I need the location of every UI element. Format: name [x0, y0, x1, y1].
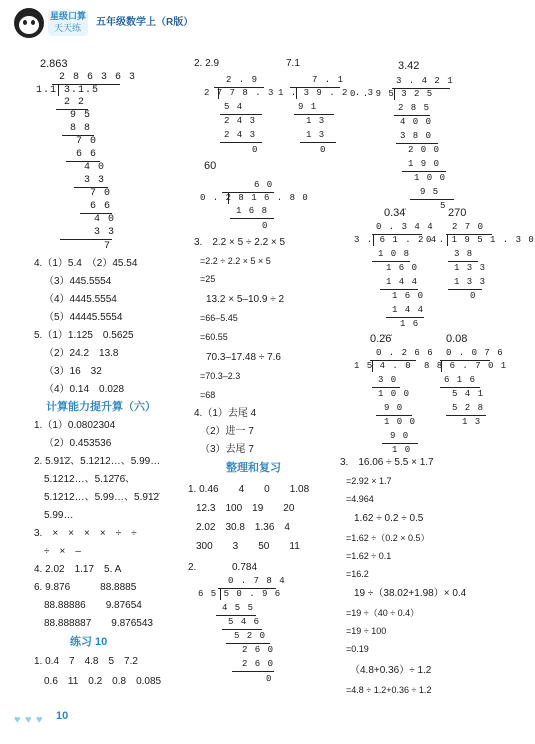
heart-icon: ♥: [14, 714, 21, 726]
label-008: 0.08: [446, 333, 468, 345]
c6-line: 88.888887 9.876543: [44, 618, 153, 629]
c3-q3-line: =19 ÷（40 ÷ 0.4）: [346, 608, 420, 618]
div-e-row: 1 9 0: [408, 159, 441, 169]
c2-line: 5.99…: [44, 510, 74, 521]
c3-q3-line: =0.19: [346, 644, 369, 654]
c2-line: 5.1212…、5.12̇76̇、: [44, 474, 136, 485]
div-i-row: 6 1 6: [444, 375, 477, 385]
div-i-row: 5 2 8: [452, 403, 485, 413]
div-e-row: 5: [440, 201, 447, 211]
section-title-calc: 计算能力提升算（六）: [46, 401, 156, 413]
div-h-quotient: 0 . 2 6 6: [376, 348, 434, 358]
c3-q3-line: =4.8 ÷ 1.2+0.36 ÷ 1.2: [346, 685, 432, 695]
div-e-row: 4 0 0: [400, 117, 433, 127]
e1-line: 0.6 11 0.2 0.8 0.085: [44, 676, 162, 687]
c2-q3-line: =60.55: [200, 332, 228, 342]
ld-row: 6 6: [90, 201, 112, 212]
c2-top-label: 7.1: [286, 58, 300, 69]
q4-line: （3）445.5554: [44, 276, 112, 287]
c2-q3-line: =70.3–2.3: [200, 371, 241, 381]
ld-row: 9 5: [70, 110, 92, 121]
div-f-row: 1 6 0: [386, 263, 419, 273]
c3-q3-line: 19 ÷（38.02+1.98）× 0.4: [354, 588, 467, 599]
c2-q3-line: =68: [200, 390, 216, 400]
mascot-icon: [14, 8, 44, 38]
c3-q3-line: =19 ÷ 100: [346, 626, 387, 636]
div-d-row: 5 2 0: [234, 631, 267, 641]
div-d-row: 0: [266, 674, 273, 684]
div-g-row: 0: [470, 291, 477, 301]
div-g-row: 1 3 3: [454, 277, 487, 287]
div-d-quotient: 0 . 7 8 4: [228, 576, 286, 586]
div-f-row: 1 0 8: [378, 249, 411, 259]
c2-q3-line: =2.2 ÷ 2.2 × 5 × 5: [200, 256, 271, 266]
c2-top-label: 2. 2.9: [194, 58, 220, 69]
c3-q3-line: =4.964: [346, 494, 374, 504]
c2-line: 5.1212…、5.99…、5.9̇1̇2̇: [44, 492, 160, 503]
label-342: 3.42: [398, 60, 420, 72]
c1-line: （2）0.453536: [44, 438, 112, 449]
r1-line: 1. 0.46 4 0 1.08: [188, 484, 310, 495]
div-c-head: 0 . 2 8 1 6 . 8 0: [200, 193, 309, 203]
ld-row: 7: [104, 241, 112, 252]
div-h-row: 9 0: [390, 431, 410, 441]
div-a-row: 2 4 3: [224, 130, 257, 140]
q4-line: （4）4445.5554: [44, 294, 117, 305]
ld-row: 7 0: [90, 188, 112, 199]
ld-quotient-label: 2.863: [40, 58, 68, 70]
div-c-row: 1 6 8: [236, 206, 269, 216]
div-e-quotient: 3 . 4 2 1: [396, 76, 454, 86]
c2-q3-line: 13.2 × 5–10.9 ÷ 2: [206, 294, 285, 305]
div-h-row: 1 0 0: [378, 389, 411, 399]
div-b-row: 9 1: [298, 102, 318, 112]
q5-line: 5.（1）1.125 0.5625: [34, 330, 134, 341]
ld-row: 7 0: [76, 136, 98, 147]
c1-line: 1.（1）0.0802304: [34, 420, 116, 431]
c6-line: 88.88886 9.87654: [44, 600, 142, 611]
div-b-row: 1 3: [306, 116, 326, 126]
label-60: 60: [204, 160, 217, 172]
q5-line: （4）0.14 0.028: [44, 384, 125, 395]
div-e-row: 3 8 0: [400, 131, 433, 141]
div-i-quotient: 0 . 0 7 6: [446, 348, 504, 358]
label-270: 270: [448, 207, 467, 219]
c3-q3-line: 3. 16.06 ÷ 5.5 × 1.7: [340, 457, 434, 468]
r1-line: 300 3 50 11: [196, 541, 300, 552]
c2-q3-line: =25: [200, 274, 216, 284]
c2-q4-line: 4.（1）去尾 4: [194, 408, 257, 419]
div-f-row: 1 4 4: [386, 277, 419, 287]
div-h-head: 1 5 4 . 0: [354, 361, 412, 371]
div-c-quotient: 6 0: [254, 180, 274, 190]
div-f-quotient: 0 . 3 4 4: [376, 222, 434, 232]
label-034: 0.34̇: [384, 207, 406, 219]
page-number: 10: [56, 710, 69, 722]
c6-line: 6. 9.876 88.8885: [34, 582, 137, 593]
div-g-quotient: 2 7 0: [452, 222, 485, 232]
c3-q3-line: =1.62 ÷（0.2 × 0.5）: [346, 533, 430, 543]
section-title-review: 整理和复习: [226, 462, 281, 474]
c3-line: ÷ × –: [44, 546, 81, 557]
div-i-row: 1 3: [462, 417, 482, 427]
logo-badge: [48, 10, 88, 36]
div-a-row: 0: [252, 145, 259, 155]
div-e-row: 1 0 0: [414, 173, 447, 183]
ld-row: 8 8: [70, 123, 92, 134]
r2-value: 0.784: [232, 562, 258, 573]
c2-q4-line: （3）去尾 7: [200, 444, 254, 455]
div-b-row: 1 3: [306, 130, 326, 140]
c3-q3-line: =2.92 × 1.7: [346, 476, 392, 486]
ld-row: 2 2: [64, 97, 86, 108]
q5-line: （2）24.2 13.8: [44, 348, 119, 359]
ld-quotient: 2 8 6 3 6 3: [59, 72, 137, 83]
div-i-head: 8 8 6 . 7 0 1: [424, 361, 508, 371]
header: [10, 6, 240, 42]
heart-icon: ♥: [24, 714, 32, 726]
c4-line: 4. 2.02 1.17 5. A: [34, 564, 122, 575]
div-i-row: 5 4 1: [452, 389, 485, 399]
div-h-row: 1 0: [392, 445, 412, 455]
div-f-row: 1 6: [400, 319, 420, 329]
c2-q3-line: 70.3–17.48 ÷ 7.6: [206, 352, 281, 363]
ld-row: 4 0: [84, 162, 106, 173]
div-a-row: 5 4: [224, 102, 244, 112]
div-d-row: 2 6 0: [242, 659, 275, 669]
ld-row: 3 3: [94, 227, 116, 238]
q4-line: 4.（1）5.4 （2）45.54: [34, 258, 138, 269]
logo-line1: 星级口算: [50, 11, 87, 21]
div-h-row: 3 0: [378, 375, 398, 385]
ld-head: 1.1 3.1.5: [36, 85, 100, 96]
r2-label: 2.: [188, 562, 197, 573]
c3-q3-line: =16.2: [346, 569, 369, 579]
div-f-row: 1 6 0: [392, 291, 425, 301]
c2-q3-line: =66–5.45: [200, 313, 238, 323]
book-title: 五年级数学上（R版）: [96, 17, 194, 28]
ld-row: 3 3: [84, 175, 106, 186]
div-f-head: 3 . 6 1 . 2 4: [354, 235, 438, 245]
div-b-row: 0: [320, 145, 327, 155]
div-h-row: 9 0: [384, 403, 404, 413]
section-title-exercise: 练习 10: [70, 636, 108, 648]
c3-q3-line: =1.62 ÷ 0.1: [346, 551, 392, 561]
div-b-quotient: 7 . 1: [312, 75, 345, 85]
r1-line: 2.02 30.8 1.36 4: [196, 522, 290, 533]
div-b-head: 1 . 3 9 . 2 . 3: [278, 88, 375, 98]
div-g-row: 3 8: [454, 249, 474, 259]
e1-line: 1. 0.4 7 4.8 5 7.2: [34, 656, 138, 667]
div-d-head: 6 5 5 0 . 9 6: [198, 589, 282, 599]
div-d-row: 4 5 5: [222, 603, 255, 613]
div-h-row: 1 0 0: [384, 417, 417, 427]
r1-line: 12.3 100 19 20: [196, 503, 295, 514]
label-026: 0.2̇6̇: [370, 333, 392, 345]
c2-q4-line: （2）进一 7: [200, 426, 254, 437]
q5-line: （3）16 32: [44, 366, 102, 377]
div-d-row: 2 6 0: [242, 645, 275, 655]
div-e-head: 0 . 9 5 3 2 5: [350, 89, 434, 99]
div-g-head: 0 . 1 9 5 1 . 3 0: [426, 235, 535, 245]
logo-line2: 天天练: [54, 23, 82, 33]
div-a-row: 2 4 3: [224, 116, 257, 126]
div-f-row: 1 4 4: [392, 305, 425, 315]
ld-row: 6 6: [76, 149, 98, 160]
footer-hearts: [14, 710, 43, 728]
div-e-row: 2 8 5: [398, 103, 431, 113]
c3-line: 3. × × × × ÷ ÷: [34, 528, 137, 539]
ld-row: 4 0: [94, 214, 116, 225]
div-g-row: 1 3 3: [454, 263, 487, 273]
c2-line: 2. 5.91̇2̇、5.1212…、5.99…: [34, 456, 161, 467]
div-a-head: 2 7 7 8 . 3: [204, 88, 275, 98]
c3-q3-line: （4.8+0.36）÷ 1.2: [350, 665, 432, 676]
div-e-row: 2 0 0: [408, 145, 441, 155]
div-d-row: 5 4 6: [228, 617, 261, 627]
div-a-quotient: 2 . 9: [226, 75, 259, 85]
div-e-row: 9 5: [420, 187, 440, 197]
heart-icon: ♥: [35, 714, 43, 726]
div-c-row: 0: [262, 221, 269, 231]
c3-q3-line: 1.62 ÷ 0.2 ÷ 0.5: [354, 513, 424, 524]
c2-q3-line: 3. 2.2 × 5 ÷ 2.2 × 5: [194, 237, 286, 248]
q4-line: （5）44445.5554: [44, 312, 123, 323]
